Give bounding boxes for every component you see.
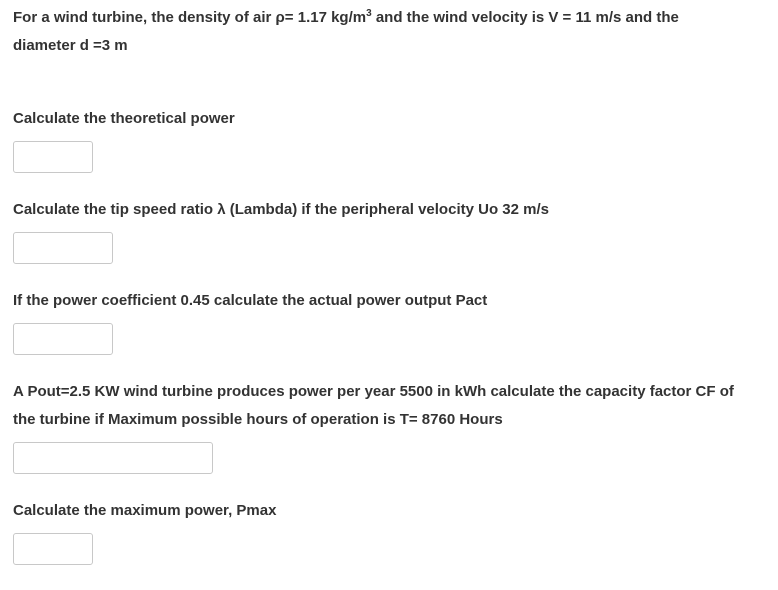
question-4-text bbox=[13, 378, 734, 434]
question-4-line-1: A Pout=2.5 KW wind turbine produces power per year 5500 in kWh calculate the capacity factor CF of bbox=[13, 383, 734, 400]
intro-line-2: diameter d =3 m bbox=[13, 37, 128, 54]
intro-text bbox=[13, 4, 679, 60]
question-5-text: Calculate the maximum power, Pmax bbox=[13, 502, 277, 519]
question-1-text: Calculate the theoretical power bbox=[13, 110, 235, 127]
intro-line-1 bbox=[13, 9, 679, 26]
cubic-superscript: 3 bbox=[366, 8, 372, 19]
question-4-line-2: the turbine if Maximum possible hours of operation is T= 8760 Hours bbox=[13, 411, 503, 428]
question-5-answer-input[interactable] bbox=[13, 533, 93, 565]
intro-line-1-end: and the wind velocity is V = 11 m/s and the bbox=[371, 9, 679, 26]
intro-line-1-start: For a wind turbine, the density of air ρ= 1.17 kg/m bbox=[13, 9, 367, 26]
question-2-text: Calculate the tip speed ratio λ (Lambda) if the peripheral velocity Uo 32 m/s bbox=[13, 201, 549, 218]
question-4-answer-input[interactable] bbox=[13, 442, 213, 474]
question-1-answer-input[interactable] bbox=[13, 141, 93, 173]
question-3-text: If the power coefficient 0.45 calculate the actual power output Pact bbox=[13, 292, 488, 309]
question-3-answer-input[interactable] bbox=[13, 323, 113, 355]
question-2-answer-input[interactable] bbox=[13, 232, 113, 264]
